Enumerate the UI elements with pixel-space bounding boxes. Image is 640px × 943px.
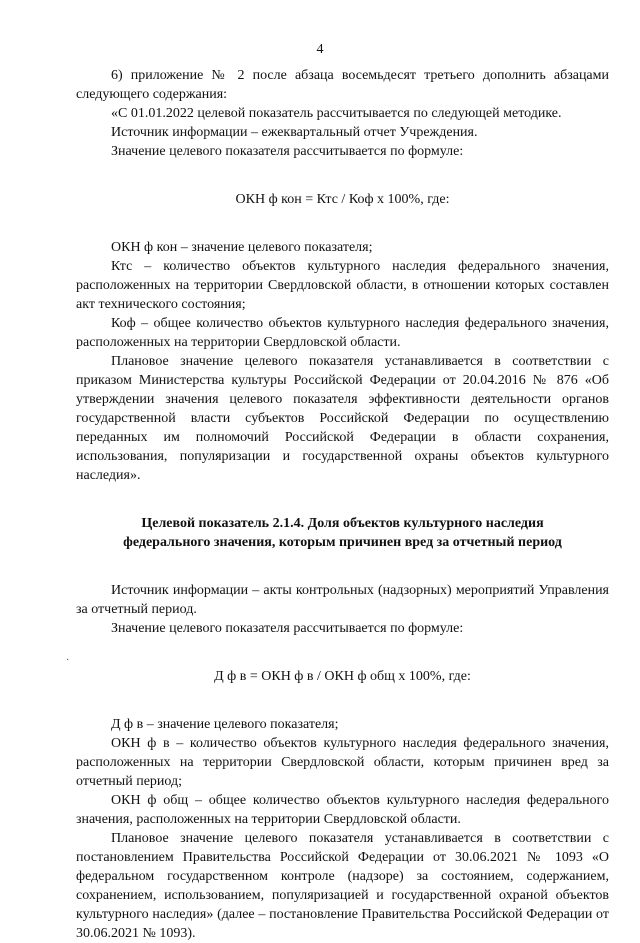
definition: Д ф в – значение целевого показателя; (111, 717, 339, 732)
definition: ОКН ф общ – общее количество объектов культурного наследия федерального значения, расположенных на территории Свердловской области. (76, 793, 609, 827)
formula-1: ОКН ф кон = Ктс / Коф х 100%, где: (235, 192, 450, 207)
paragraph: Значение целевого показателя рассчитывается по формуле: (111, 621, 464, 636)
definition: Ктс – количество объектов культурного наследия федерального значения, расположенных на территории Свердловской области, в отношении которых составлен акт технического состояния; (76, 259, 609, 312)
definition: ОКН ф в – количество объектов культурного наследия федерального значения, расположенных на территории Свердловской области, которым причинен вред за отчетный период; (76, 736, 609, 789)
paragraph: Значение целевого показателя рассчитывается по формуле: (111, 144, 464, 159)
definition: Коф – общее количество объектов культурного наследия федерального значения, расположенных на территории Свердловской области. (76, 316, 609, 350)
paragraph: Плановое значение целевого показателя устанавливается в соответствии с постановлением Правительства Российской Федерации от 30.06.2021 № 1093 «О федеральном государственном контроле (надзоре) за состоянием, содержанием, сохранением, использованием, популяризацией и государственной охраной объектов культурного наследия» (далее – постановление Правительства Российской Федерации от 30.06.2021 № 1093). (76, 831, 609, 941)
definition: ОКН ф кон – значение целевого показателя; (111, 240, 373, 255)
paragraph: Плановое значение целевого показателя устанавливается в соответствии с приказом Министерства культуры Российской Федерации от 20.04.2016 № 876 «Об утверждении значения целевого показателя эффективности деятельности органов государственной власти субъектов Российской Федерации по осуществлению переданных им полномочий Российской Федерации в области сохранения, использования, популяризации и государственной охраны объектов культурного наследия». (76, 354, 609, 483)
paragraph: 6) приложение № 2 после абзаца восемьдесят третьего дополнить абзацами следующего содержания: (76, 68, 609, 102)
section-heading-line-1: Целевой показатель 2.1.4. Доля объектов культурного наследия (141, 516, 544, 531)
paragraph: Источник информации – ежеквартальный отчет Учреждения. (111, 125, 478, 140)
document-body (76, 66, 609, 943)
paragraph: «С 01.01.2022 целевой показатель рассчитывается по следующей методике. (111, 106, 562, 121)
page-number: 4 (316, 42, 324, 57)
paragraph: Источник информации – акты контрольных (надзорных) мероприятий Управления за отчетный период. (76, 583, 609, 617)
scan-dot-mark: · (66, 655, 70, 666)
formula-2: Д ф в = ОКН ф в / ОКН ф общ х 100%, где: (214, 669, 471, 684)
section-heading-line-2: федерального значения, которым причинен вред за отчетный период (123, 535, 562, 550)
